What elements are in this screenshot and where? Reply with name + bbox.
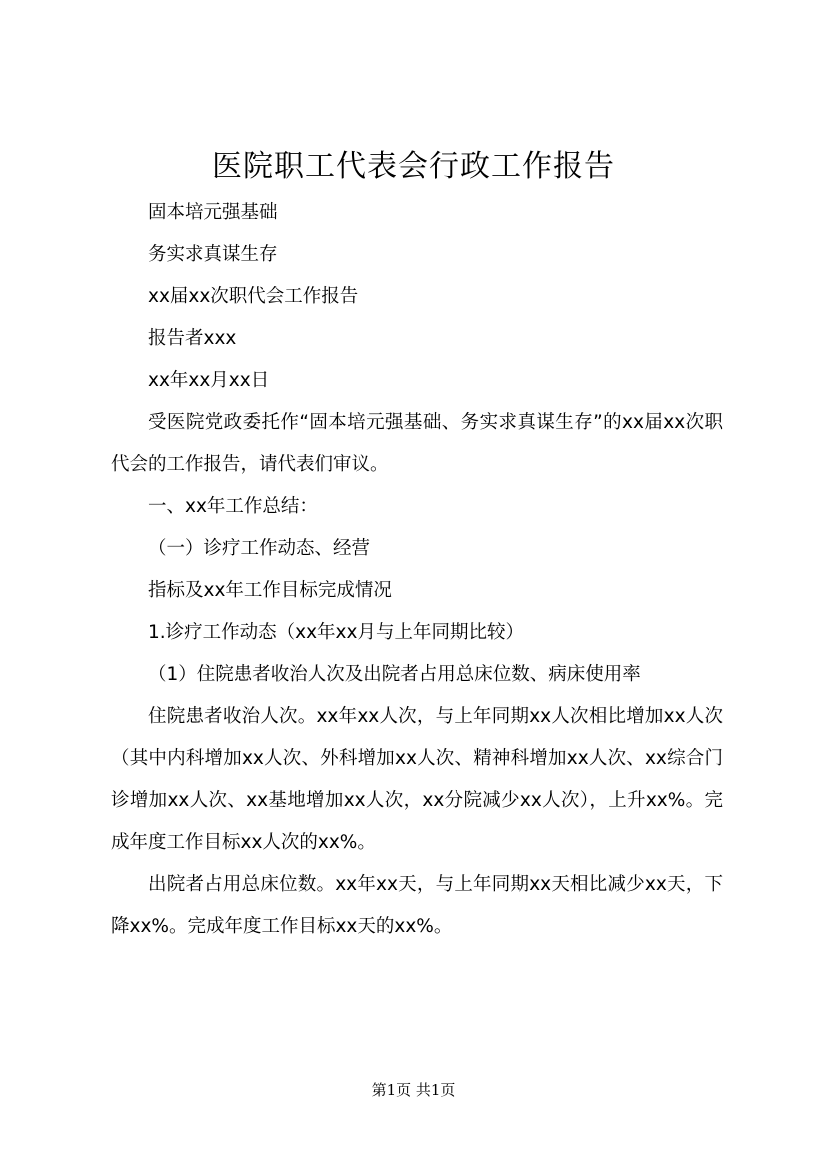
paragraph: 住院患者收治人次。xx年xx人次，与上年同期xx人次相比增加xx人次（其中内科增加xx人次、外科增加xx人次、精神科增加xx人次、xx综合门诊增加xx人次、xx基地增加xx人次，xx分院减少xx人次），上升xx%。完成年度工作目标xx人次的xx%。	[111, 706, 723, 853]
document-body	[111, 192, 723, 948]
paragraph: xx年xx月xx日	[148, 370, 270, 391]
paragraph: （1）住院患者收治人次及出院者占用总床位数、病床使用率	[148, 664, 641, 685]
page-footer: 第1页 共1页	[371, 1081, 456, 1099]
document-title: 医院职工代表会行政工作报告	[212, 149, 615, 184]
paragraph: 指标及xx年工作目标完成情况	[148, 580, 392, 601]
paragraph: 一、xx年工作总结：	[148, 496, 318, 517]
paragraph: 务实求真谋生存	[148, 244, 278, 265]
paragraph: 受医院党政委托作“固本培元强基础、务实求真谋生存”的xx届xx次职代会的工作报告，请代表们审议。	[111, 412, 723, 475]
paragraph: （一）诊疗工作动态、经营	[148, 538, 371, 559]
paragraph: 1.诊疗工作动态（xx年xx月与上年同期比较）	[148, 622, 524, 643]
paragraph: xx届xx次职代会工作报告	[148, 286, 359, 307]
paragraph: 固本培元强基础	[148, 202, 278, 223]
paragraph: 报告者xxx	[148, 328, 237, 349]
paragraph: 出院者占用总床位数。xx年xx天，与上年同期xx天相比减少xx天，下降xx%。完成年度工作目标xx天的xx%。	[111, 874, 723, 937]
